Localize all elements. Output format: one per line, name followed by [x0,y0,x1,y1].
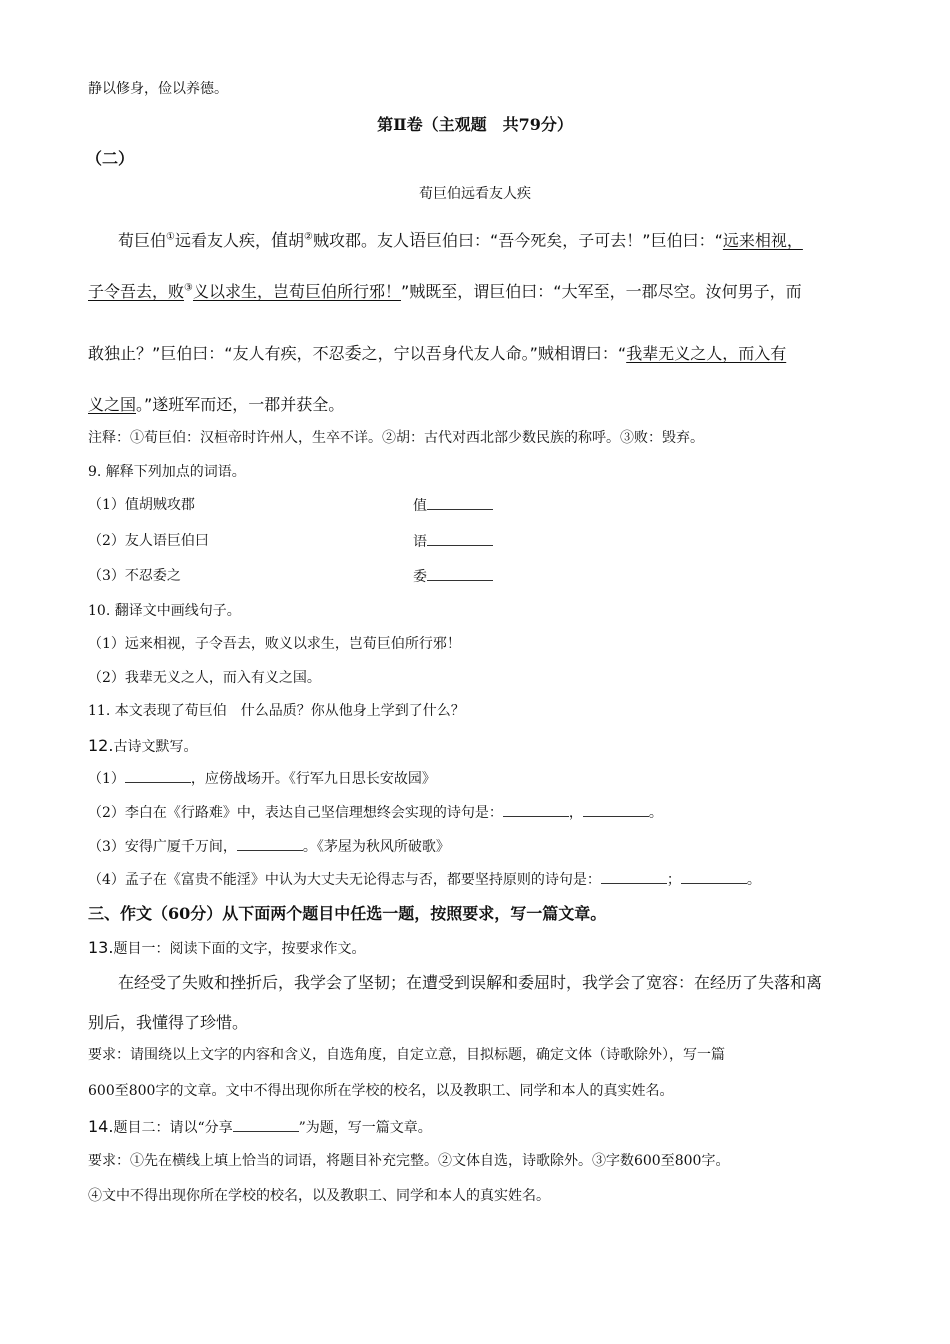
q12-title: 12.古诗文默写。 [88,736,198,755]
passage-line-4: 义之国。”遂班军而还，一郡并获全。 [88,395,345,414]
section2-title: 第Ⅱ卷（主观题 共79分） [377,115,573,134]
q10-sentence-2: （2）我辈无义之人，而入有义之国。 [88,670,321,686]
q13-para-2: 别后，我懂得了珍惜。 [88,1013,249,1032]
answer-blank[interactable] [681,871,747,884]
q9-key-3: 委 [152,568,167,584]
passage-notes: 注释：①荀巨伯：汉桓帝时许州人，生卒不详。②胡：古代对西北部少数民族的称呼。③败：毁弃。 [88,430,704,446]
underlined-sentence-2b: 义之国 [88,395,137,414]
note-marker-2: ② [304,231,313,243]
q9-title: 9. 解释下列加点的词语。 [88,464,246,480]
q11-title: 11. 本文表现了荀巨伯 什么品质？你从他身上学到了什么？ [88,703,465,719]
underlined-sentence-1c: 义以求生，岂荀巨伯所行邪！ [192,282,401,301]
q10-sentence-1: （1）远来相视，子令吾去，败义以求生，岂荀巨伯所行邪！ [88,636,461,652]
q12-line-4: （4）孟子在《富贵不能淫》中认为大丈夫无论得志与否，都要坚持原则的诗句是： ； 。 [88,872,761,888]
q9-item-2: （2）友人语巨伯曰 [88,533,209,549]
answer-blank[interactable] [601,871,667,884]
q13-req-1: 要求：请围绕以上文字的内容和含义，自选角度，自定立意，目拟标题，确定文体（诗歌除外），写一篇 [88,1047,725,1063]
answer-blank[interactable] [427,568,493,581]
q12-number: 12. [88,736,114,755]
note-marker-3: ③ [184,282,193,294]
q12-line-3: （3）安得广厦千万间， 。《茅屋为秋风所破歌》 [88,839,450,855]
underlined-sentence-2a: 我辈无义之人，而入有 [626,344,787,363]
section3-title: 三、作文（60分）从下面两个题目中任选一题，按照要求，写一篇文章。 [88,904,607,923]
passage-line-1: 荀巨伯①远看友人疾，值胡②贼攻郡。友人语巨伯曰：“吾今死矣，子可去！”巨伯曰：“远来相视， [118,231,803,251]
q9-item-1: （1）值胡贼攻郡 [88,497,195,513]
q13-number: 13. [88,938,114,957]
passage-title: 荀巨伯远看友人疾 [419,186,531,202]
q9-key-1: 值 [124,497,139,513]
q13-title: 13.题目一：阅读下面的文字，按要求作文。 [88,938,366,957]
q12-line-2: （2）李白在《行路难》中，表达自己坚信理想终会实现的诗句是： ， 。 [88,805,663,821]
answer-blank[interactable] [503,804,569,817]
answer-blank[interactable] [427,497,493,510]
passage-line-3: 敢独止？”巨伯曰：“友人有疾，不忍委之，宁以吾身代友人命。”贼相谓曰：“我辈无义之人，而入有 [88,344,787,364]
intro-line: 静以修身，俭以养德。 [88,81,228,97]
q9-item-3: （3）不忍委之 [88,568,181,584]
q9-answer-1[interactable]: 值 [413,497,493,515]
q13-para-1: 在经受了失败和挫折后，我学会了坚韧；在遭受到误解和委屈时，我学会了宽容：在经历了失落和离 [118,973,823,992]
dotted-word-yu: 语 [409,231,426,251]
q10-title: 10. 翻译文中画线句子。 [88,603,241,619]
q13-req-2: 600至800字的文章。文中不得出现你所在学校的校名，以及教职工、同学和本人的真实姓名。 [88,1083,674,1099]
answer-blank[interactable] [237,838,303,851]
dotted-word-zhi: 值 [271,231,288,251]
q9-answer-3[interactable]: 委 [413,568,493,586]
answer-blank[interactable] [233,1119,299,1132]
q9-key-2: 语 [152,533,167,549]
q14-req-2: ④文中不得出现你所在学校的校名，以及教职工、同学和本人的真实姓名。 [88,1188,550,1204]
underlined-sentence-1a: 远来相视， [722,231,803,250]
answer-blank[interactable] [583,804,649,817]
q9-answer-2[interactable]: 语 [413,533,493,551]
answer-blank[interactable] [427,533,493,546]
note-marker-1: ① [166,231,175,243]
answer-blank[interactable] [125,770,191,783]
dotted-word-wei: 委 [344,344,362,364]
passage-line-2: 子令吾去，败③义以求生，岂荀巨伯所行邪！”贼既至，谓巨伯曰：“大军至，一郡尽空。汝何男子，而 [88,282,802,301]
q14-req-1: 要求：①先在横线上填上恰当的词语，将题目补充完整。②文体自选，诗歌除外。③字数600至800字。 [88,1153,730,1169]
underlined-sentence-1b: 子令吾去，败 [88,282,185,301]
part-label: （二） [86,149,135,168]
q14-number: 14. [88,1117,114,1136]
q12-line-1: （1） ，应傍战场开。《行军九日思长安故园》 [88,771,436,787]
q14-title: 14.题目二：请以“分享 ”为题，写一篇文章。 [88,1117,432,1136]
